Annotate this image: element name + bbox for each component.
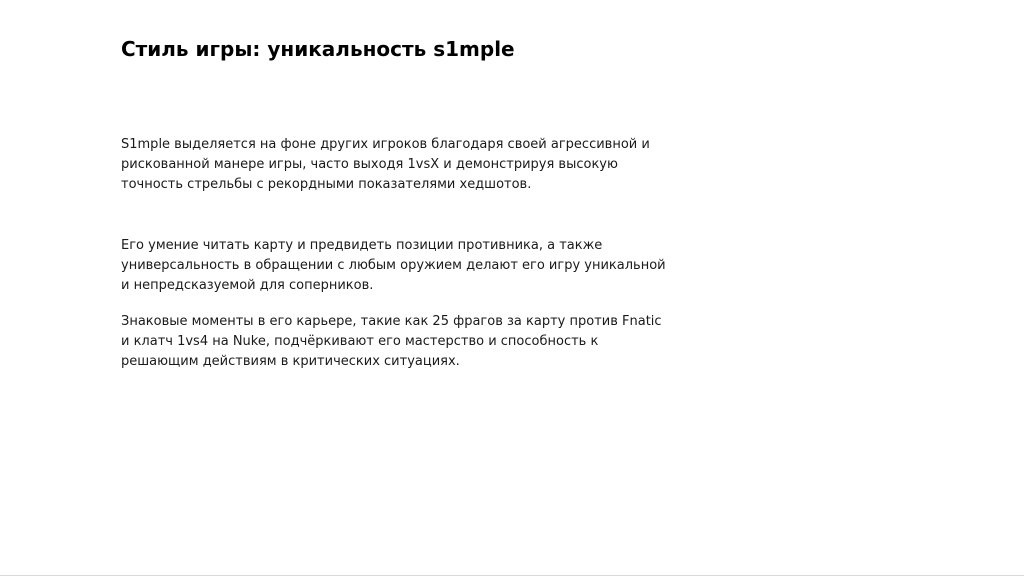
paragraph-map-reading: Его умение читать карту и предвидеть позиции противника, а также универсальность в обращении с любым оружием делают его игру уникальной и непредсказуемой для соперников. [121, 238, 666, 293]
slide-title: Стиль игры: уникальность s1mple [121, 37, 515, 61]
paragraph-playstyle: S1mple выделяется на фоне других игроков благодаря своей агрессивной и рискованной манере игры, часто выходя 1vsX и демонстрируя высокую точность стрельбы с рекордными показателями хедшотов. [121, 137, 650, 192]
paragraph-career-moments: Знаковые моменты в его карьере, такие как 25 фрагов за карту против Fnatic и клатч 1vs4 на Nuke, подчёркивают его мастерство и способность к решающим действиям в критических ситуациях. [121, 314, 662, 369]
